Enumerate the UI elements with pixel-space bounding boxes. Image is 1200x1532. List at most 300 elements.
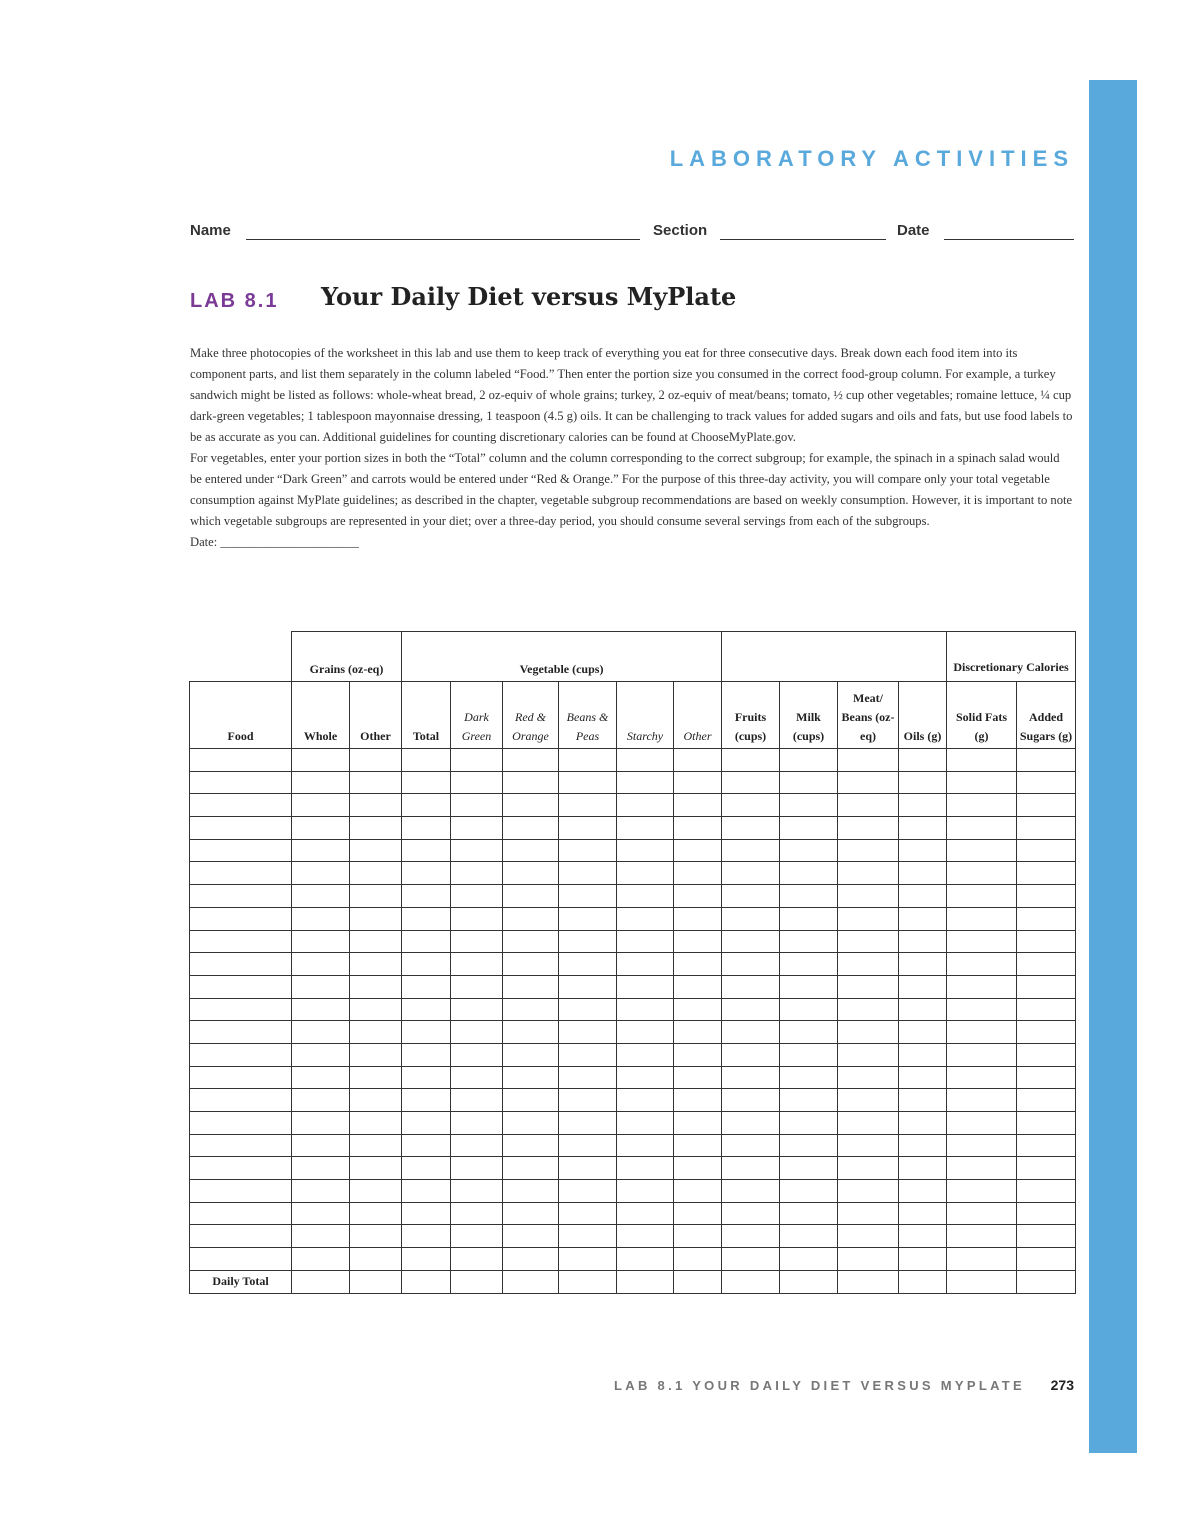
entry-cell[interactable]	[559, 1270, 617, 1293]
entry-cell[interactable]	[1017, 794, 1076, 817]
entry-cell[interactable]	[1017, 975, 1076, 998]
entry-cell[interactable]	[503, 1180, 559, 1203]
entry-cell[interactable]	[350, 1157, 402, 1180]
entry-cell[interactable]	[292, 1248, 350, 1271]
entry-cell[interactable]	[292, 953, 350, 976]
entry-cell[interactable]	[451, 1225, 503, 1248]
entry-cell[interactable]	[674, 862, 722, 885]
entry-cell[interactable]	[503, 771, 559, 794]
entry-cell[interactable]	[722, 1157, 780, 1180]
entry-cell[interactable]	[780, 794, 838, 817]
entry-cell[interactable]	[780, 1248, 838, 1271]
entry-cell[interactable]	[402, 930, 451, 953]
entry-cell[interactable]	[503, 930, 559, 953]
entry-cell[interactable]	[617, 975, 674, 998]
entry-cell[interactable]	[838, 1157, 899, 1180]
entry-cell[interactable]	[559, 1202, 617, 1225]
entry-cell[interactable]	[292, 1134, 350, 1157]
entry-cell[interactable]	[674, 1066, 722, 1089]
entry-cell[interactable]	[780, 1112, 838, 1135]
entry-cell[interactable]	[947, 1157, 1017, 1180]
entry-cell[interactable]	[1017, 953, 1076, 976]
entry-cell[interactable]	[674, 930, 722, 953]
food-entry-cell[interactable]	[190, 1157, 292, 1180]
entry-cell[interactable]	[1017, 1066, 1076, 1089]
entry-cell[interactable]	[780, 771, 838, 794]
entry-cell[interactable]	[947, 1248, 1017, 1271]
entry-cell[interactable]	[780, 1021, 838, 1044]
entry-cell[interactable]	[292, 1225, 350, 1248]
entry-cell[interactable]	[617, 930, 674, 953]
entry-cell[interactable]	[674, 839, 722, 862]
entry-cell[interactable]	[899, 794, 947, 817]
entry-cell[interactable]	[350, 794, 402, 817]
entry-cell[interactable]	[503, 1270, 559, 1293]
entry-cell[interactable]	[899, 998, 947, 1021]
entry-cell[interactable]	[559, 862, 617, 885]
food-entry-cell[interactable]	[190, 930, 292, 953]
entry-cell[interactable]	[350, 975, 402, 998]
entry-cell[interactable]	[617, 885, 674, 908]
entry-cell[interactable]	[292, 998, 350, 1021]
entry-cell[interactable]	[503, 1202, 559, 1225]
entry-cell[interactable]	[559, 1112, 617, 1135]
entry-cell[interactable]	[780, 953, 838, 976]
entry-cell[interactable]	[838, 1202, 899, 1225]
entry-cell[interactable]	[1017, 1112, 1076, 1135]
entry-cell[interactable]	[292, 1021, 350, 1044]
entry-cell[interactable]	[838, 1112, 899, 1135]
entry-cell[interactable]	[722, 794, 780, 817]
entry-cell[interactable]	[451, 1021, 503, 1044]
entry-cell[interactable]	[451, 1202, 503, 1225]
entry-cell[interactable]	[947, 998, 1017, 1021]
entry-cell[interactable]	[451, 749, 503, 772]
entry-cell[interactable]	[1017, 839, 1076, 862]
entry-cell[interactable]	[617, 1066, 674, 1089]
entry-cell[interactable]	[451, 1112, 503, 1135]
entry-cell[interactable]	[559, 930, 617, 953]
entry-cell[interactable]	[722, 953, 780, 976]
entry-cell[interactable]	[780, 885, 838, 908]
entry-cell[interactable]	[947, 771, 1017, 794]
food-entry-cell[interactable]	[190, 771, 292, 794]
entry-cell[interactable]	[350, 1225, 402, 1248]
entry-cell[interactable]	[899, 885, 947, 908]
entry-cell[interactable]	[503, 862, 559, 885]
entry-cell[interactable]	[780, 1225, 838, 1248]
entry-cell[interactable]	[1017, 1157, 1076, 1180]
entry-cell[interactable]	[899, 749, 947, 772]
food-entry-cell[interactable]	[190, 1112, 292, 1135]
entry-cell[interactable]	[503, 1089, 559, 1112]
entry-cell[interactable]	[780, 749, 838, 772]
entry-cell[interactable]	[674, 1021, 722, 1044]
entry-cell[interactable]	[838, 817, 899, 840]
entry-cell[interactable]	[947, 1089, 1017, 1112]
entry-cell[interactable]	[292, 749, 350, 772]
entry-cell[interactable]	[838, 1180, 899, 1203]
entry-cell[interactable]	[350, 749, 402, 772]
entry-cell[interactable]	[838, 839, 899, 862]
entry-cell[interactable]	[947, 1112, 1017, 1135]
entry-cell[interactable]	[451, 953, 503, 976]
entry-cell[interactable]	[674, 817, 722, 840]
entry-cell[interactable]	[402, 907, 451, 930]
entry-cell[interactable]	[947, 862, 1017, 885]
entry-cell[interactable]	[617, 953, 674, 976]
entry-cell[interactable]	[350, 1248, 402, 1271]
entry-cell[interactable]	[780, 907, 838, 930]
entry-cell[interactable]	[402, 1248, 451, 1271]
entry-cell[interactable]	[838, 862, 899, 885]
entry-cell[interactable]	[674, 1089, 722, 1112]
entry-cell[interactable]	[559, 1180, 617, 1203]
entry-cell[interactable]	[899, 862, 947, 885]
food-entry-cell[interactable]	[190, 1066, 292, 1089]
food-entry-cell[interactable]	[190, 817, 292, 840]
entry-cell[interactable]	[838, 1066, 899, 1089]
entry-cell[interactable]	[838, 771, 899, 794]
entry-cell[interactable]	[674, 1134, 722, 1157]
entry-cell[interactable]	[722, 749, 780, 772]
entry-cell[interactable]	[1017, 1270, 1076, 1293]
entry-cell[interactable]	[1017, 1134, 1076, 1157]
entry-cell[interactable]	[780, 1157, 838, 1180]
entry-cell[interactable]	[838, 1043, 899, 1066]
entry-cell[interactable]	[503, 998, 559, 1021]
entry-cell[interactable]	[617, 839, 674, 862]
entry-cell[interactable]	[350, 998, 402, 1021]
entry-cell[interactable]	[451, 862, 503, 885]
entry-cell[interactable]	[722, 771, 780, 794]
entry-cell[interactable]	[947, 1225, 1017, 1248]
entry-cell[interactable]	[402, 839, 451, 862]
entry-cell[interactable]	[1017, 907, 1076, 930]
entry-cell[interactable]	[350, 885, 402, 908]
entry-cell[interactable]	[947, 839, 1017, 862]
entry-cell[interactable]	[559, 1248, 617, 1271]
entry-cell[interactable]	[722, 975, 780, 998]
entry-cell[interactable]	[674, 771, 722, 794]
entry-cell[interactable]	[947, 907, 1017, 930]
entry-cell[interactable]	[503, 1021, 559, 1044]
entry-cell[interactable]	[1017, 1248, 1076, 1271]
entry-cell[interactable]	[838, 794, 899, 817]
entry-cell[interactable]	[674, 1202, 722, 1225]
entry-cell[interactable]	[559, 953, 617, 976]
entry-cell[interactable]	[503, 817, 559, 840]
entry-cell[interactable]	[451, 1134, 503, 1157]
entry-cell[interactable]	[674, 1225, 722, 1248]
entry-cell[interactable]	[350, 1021, 402, 1044]
entry-cell[interactable]	[674, 998, 722, 1021]
entry-cell[interactable]	[674, 1270, 722, 1293]
entry-cell[interactable]	[559, 839, 617, 862]
entry-cell[interactable]	[559, 794, 617, 817]
entry-cell[interactable]	[899, 817, 947, 840]
entry-cell[interactable]	[780, 1180, 838, 1203]
entry-cell[interactable]	[617, 907, 674, 930]
entry-cell[interactable]	[899, 1202, 947, 1225]
entry-cell[interactable]	[292, 839, 350, 862]
entry-cell[interactable]	[899, 907, 947, 930]
entry-cell[interactable]	[838, 975, 899, 998]
entry-cell[interactable]	[947, 1202, 1017, 1225]
entry-cell[interactable]	[899, 1270, 947, 1293]
entry-cell[interactable]	[899, 1089, 947, 1112]
entry-cell[interactable]	[722, 1134, 780, 1157]
entry-cell[interactable]	[503, 907, 559, 930]
entry-cell[interactable]	[402, 975, 451, 998]
entry-cell[interactable]	[838, 885, 899, 908]
entry-cell[interactable]	[1017, 1225, 1076, 1248]
entry-cell[interactable]	[722, 1043, 780, 1066]
entry-cell[interactable]	[780, 1089, 838, 1112]
entry-cell[interactable]	[451, 907, 503, 930]
entry-cell[interactable]	[350, 862, 402, 885]
entry-cell[interactable]	[899, 1112, 947, 1135]
entry-cell[interactable]	[722, 839, 780, 862]
entry-cell[interactable]	[674, 1248, 722, 1271]
entry-cell[interactable]	[503, 1134, 559, 1157]
entry-cell[interactable]	[722, 1270, 780, 1293]
entry-cell[interactable]	[402, 862, 451, 885]
entry-cell[interactable]	[947, 1066, 1017, 1089]
entry-cell[interactable]	[722, 862, 780, 885]
entry-cell[interactable]	[1017, 885, 1076, 908]
entry-cell[interactable]	[780, 930, 838, 953]
entry-cell[interactable]	[947, 1180, 1017, 1203]
food-entry-cell[interactable]	[190, 1021, 292, 1044]
entry-cell[interactable]	[899, 975, 947, 998]
entry-cell[interactable]	[838, 953, 899, 976]
entry-cell[interactable]	[617, 998, 674, 1021]
entry-cell[interactable]	[780, 1066, 838, 1089]
entry-cell[interactable]	[503, 885, 559, 908]
entry-cell[interactable]	[292, 1270, 350, 1293]
entry-cell[interactable]	[617, 1021, 674, 1044]
date-field[interactable]	[944, 239, 1074, 240]
entry-cell[interactable]	[899, 930, 947, 953]
entry-cell[interactable]	[503, 1225, 559, 1248]
entry-cell[interactable]	[350, 953, 402, 976]
entry-cell[interactable]	[350, 1202, 402, 1225]
entry-cell[interactable]	[838, 1021, 899, 1044]
entry-cell[interactable]	[617, 862, 674, 885]
entry-cell[interactable]	[451, 1066, 503, 1089]
entry-cell[interactable]	[451, 885, 503, 908]
entry-cell[interactable]	[292, 1066, 350, 1089]
entry-cell[interactable]	[838, 749, 899, 772]
entry-cell[interactable]	[899, 1225, 947, 1248]
food-entry-cell[interactable]	[190, 907, 292, 930]
entry-cell[interactable]	[292, 1089, 350, 1112]
entry-cell[interactable]	[947, 885, 1017, 908]
entry-cell[interactable]	[451, 1180, 503, 1203]
entry-cell[interactable]	[559, 885, 617, 908]
entry-cell[interactable]	[350, 1270, 402, 1293]
entry-cell[interactable]	[617, 1089, 674, 1112]
entry-cell[interactable]	[451, 930, 503, 953]
entry-cell[interactable]	[617, 1202, 674, 1225]
entry-cell[interactable]	[1017, 1202, 1076, 1225]
entry-cell[interactable]	[350, 930, 402, 953]
entry-cell[interactable]	[503, 794, 559, 817]
entry-cell[interactable]	[350, 1089, 402, 1112]
entry-cell[interactable]	[292, 794, 350, 817]
entry-cell[interactable]	[674, 1043, 722, 1066]
entry-cell[interactable]	[1017, 1043, 1076, 1066]
entry-cell[interactable]	[838, 998, 899, 1021]
food-entry-cell[interactable]	[190, 1180, 292, 1203]
food-entry-cell[interactable]	[190, 1225, 292, 1248]
entry-cell[interactable]	[899, 1066, 947, 1089]
entry-cell[interactable]	[617, 1112, 674, 1135]
entry-cell[interactable]	[402, 953, 451, 976]
entry-cell[interactable]	[617, 817, 674, 840]
entry-cell[interactable]	[780, 839, 838, 862]
entry-cell[interactable]	[1017, 1089, 1076, 1112]
entry-cell[interactable]	[899, 1157, 947, 1180]
entry-cell[interactable]	[559, 907, 617, 930]
entry-cell[interactable]	[402, 771, 451, 794]
entry-cell[interactable]	[292, 817, 350, 840]
entry-cell[interactable]	[947, 1270, 1017, 1293]
entry-cell[interactable]	[559, 1021, 617, 1044]
entry-cell[interactable]	[838, 930, 899, 953]
entry-cell[interactable]	[899, 1248, 947, 1271]
entry-cell[interactable]	[674, 1112, 722, 1135]
entry-cell[interactable]	[617, 771, 674, 794]
entry-cell[interactable]	[947, 1134, 1017, 1157]
entry-cell[interactable]	[503, 839, 559, 862]
entry-cell[interactable]	[899, 1180, 947, 1203]
entry-cell[interactable]	[402, 1089, 451, 1112]
entry-cell[interactable]	[402, 1021, 451, 1044]
entry-cell[interactable]	[451, 998, 503, 1021]
food-entry-cell[interactable]	[190, 953, 292, 976]
food-entry-cell[interactable]	[190, 794, 292, 817]
entry-cell[interactable]	[402, 794, 451, 817]
entry-cell[interactable]	[402, 1202, 451, 1225]
entry-cell[interactable]	[674, 1157, 722, 1180]
entry-cell[interactable]	[838, 1225, 899, 1248]
entry-cell[interactable]	[350, 1134, 402, 1157]
food-entry-cell[interactable]	[190, 998, 292, 1021]
entry-cell[interactable]	[722, 907, 780, 930]
entry-cell[interactable]	[899, 1021, 947, 1044]
entry-cell[interactable]	[350, 1043, 402, 1066]
entry-cell[interactable]	[402, 998, 451, 1021]
entry-cell[interactable]	[780, 1270, 838, 1293]
entry-cell[interactable]	[947, 975, 1017, 998]
food-entry-cell[interactable]	[190, 839, 292, 862]
entry-cell[interactable]	[503, 1043, 559, 1066]
entry-cell[interactable]	[674, 953, 722, 976]
entry-cell[interactable]	[617, 1248, 674, 1271]
entry-cell[interactable]	[451, 771, 503, 794]
entry-cell[interactable]	[451, 817, 503, 840]
entry-cell[interactable]	[292, 1043, 350, 1066]
entry-cell[interactable]	[674, 794, 722, 817]
entry-cell[interactable]	[451, 1157, 503, 1180]
food-entry-cell[interactable]	[190, 1248, 292, 1271]
entry-cell[interactable]	[674, 749, 722, 772]
entry-cell[interactable]	[722, 1248, 780, 1271]
entry-cell[interactable]	[350, 1180, 402, 1203]
entry-cell[interactable]	[1017, 817, 1076, 840]
entry-cell[interactable]	[559, 771, 617, 794]
entry-cell[interactable]	[402, 1043, 451, 1066]
entry-cell[interactable]	[451, 1089, 503, 1112]
entry-cell[interactable]	[292, 1180, 350, 1203]
entry-cell[interactable]	[722, 885, 780, 908]
entry-cell[interactable]	[722, 1021, 780, 1044]
entry-cell[interactable]	[780, 862, 838, 885]
entry-cell[interactable]	[838, 1134, 899, 1157]
entry-cell[interactable]	[1017, 930, 1076, 953]
entry-cell[interactable]	[402, 817, 451, 840]
entry-cell[interactable]	[402, 885, 451, 908]
entry-cell[interactable]	[722, 1180, 780, 1203]
entry-cell[interactable]	[402, 1066, 451, 1089]
entry-cell[interactable]	[503, 749, 559, 772]
food-entry-cell[interactable]	[190, 1134, 292, 1157]
entry-cell[interactable]	[947, 817, 1017, 840]
entry-cell[interactable]	[451, 975, 503, 998]
food-entry-cell[interactable]	[190, 975, 292, 998]
entry-cell[interactable]	[838, 1248, 899, 1271]
entry-cell[interactable]	[350, 907, 402, 930]
entry-cell[interactable]	[559, 1066, 617, 1089]
entry-cell[interactable]	[451, 1270, 503, 1293]
entry-cell[interactable]	[674, 975, 722, 998]
entry-cell[interactable]	[617, 1134, 674, 1157]
entry-cell[interactable]	[402, 1270, 451, 1293]
entry-cell[interactable]	[780, 1202, 838, 1225]
entry-cell[interactable]	[350, 839, 402, 862]
entry-cell[interactable]	[722, 998, 780, 1021]
entry-cell[interactable]	[617, 1225, 674, 1248]
name-field[interactable]	[246, 239, 640, 240]
food-entry-cell[interactable]	[190, 862, 292, 885]
entry-cell[interactable]	[780, 1134, 838, 1157]
food-entry-cell[interactable]	[190, 1089, 292, 1112]
entry-cell[interactable]	[559, 1134, 617, 1157]
entry-cell[interactable]	[559, 1089, 617, 1112]
entry-cell[interactable]	[838, 1089, 899, 1112]
entry-cell[interactable]	[292, 1157, 350, 1180]
entry-cell[interactable]	[451, 1043, 503, 1066]
entry-cell[interactable]	[292, 1202, 350, 1225]
entry-cell[interactable]	[617, 1157, 674, 1180]
entry-cell[interactable]	[350, 817, 402, 840]
entry-cell[interactable]	[292, 975, 350, 998]
entry-cell[interactable]	[617, 749, 674, 772]
entry-cell[interactable]	[617, 1180, 674, 1203]
entry-cell[interactable]	[1017, 998, 1076, 1021]
entry-cell[interactable]	[292, 885, 350, 908]
entry-cell[interactable]	[947, 1021, 1017, 1044]
entry-cell[interactable]	[503, 1248, 559, 1271]
entry-cell[interactable]	[674, 907, 722, 930]
entry-cell[interactable]	[1017, 1180, 1076, 1203]
entry-cell[interactable]	[947, 953, 1017, 976]
entry-cell[interactable]	[899, 771, 947, 794]
entry-cell[interactable]	[559, 1043, 617, 1066]
entry-cell[interactable]	[722, 1202, 780, 1225]
